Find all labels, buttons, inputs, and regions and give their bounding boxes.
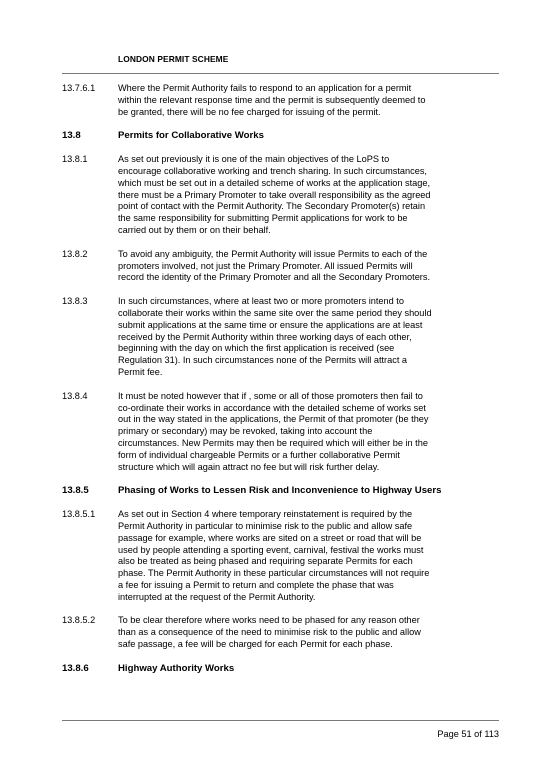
text-line: used by people attending a sporting event, carnival, festival the works must (118, 544, 424, 555)
numbered-paragraph (62, 83, 499, 118)
section-heading (62, 663, 499, 675)
text-line: To avoid any ambiguity, the Permit Authority will issue Permits to each of the (118, 248, 428, 259)
text-line: received by the Permit Authority within three working days of each other, (118, 331, 412, 342)
paragraph-text (118, 296, 499, 379)
text-line: As set out in Section 4 where temporary reinstatement is required by the (118, 509, 413, 520)
heading-text (118, 130, 499, 142)
paragraph-number: 13.8.5.2 (62, 615, 96, 626)
heading-text (118, 485, 499, 497)
paragraph-text (118, 615, 499, 650)
paragraph-number: 13.8.1 (62, 154, 88, 165)
text-line: collaborate their works within the same site over the same period they should (118, 307, 432, 318)
header-divider (62, 73, 499, 74)
text-line: Phasing of Works to Lessen Risk and Inconvenience to Highway Users (118, 485, 442, 497)
paragraph-number: 13.8.5 (62, 485, 89, 497)
text-line: record the identity of the Primary Promoter and all the Secondary Promoters. (118, 272, 431, 283)
numbered-paragraph (62, 615, 499, 650)
text-line: Permit Authority in particular to minimise risk to the public and allow safe (118, 520, 413, 531)
text-line: Permits for Collaborative Works (118, 130, 264, 142)
text-line: primary or secondary) may be revoked, taking into account the (118, 426, 373, 437)
text-line: beginning with the day on which the first application is received (see (118, 343, 395, 354)
text-line: the same responsibility for submitting Permit applications for work to be (118, 213, 408, 224)
text-line: structure which will again attract no fee but will risk further delay. (118, 461, 380, 472)
text-line: circumstances. New Permits may then be required which will either be in the (118, 437, 428, 448)
running-header: LONDON PERMIT SCHEME (118, 54, 229, 64)
text-line: As set out previously it is one of the main objectives of the LoPS to (118, 154, 390, 165)
text-line: passage for example, where works are sited on a street or road that will be (118, 532, 422, 543)
text-line: co-ordinate their works in accordance with the detailed scheme of works set (118, 402, 426, 413)
text-line: form of individual chargeable Permits or a further collaborative Permit (118, 449, 400, 460)
text-line: than as a consequence of the need to minimise risk to the public and allow (118, 627, 421, 638)
text-line: carried out by them or on their behalf. (118, 224, 271, 235)
paragraph-text (118, 509, 499, 603)
section-heading (62, 130, 499, 142)
text-line: also be treated as being phased and requiring separate Permits for each (118, 556, 413, 567)
numbered-paragraph (62, 249, 499, 284)
page-number: Page 51 of 113 (437, 729, 499, 739)
paragraph-number: 13.8.3 (62, 296, 88, 307)
paragraph-text (118, 154, 499, 237)
text-line: promoters involved, not just the Primary Promoter. All issued Permits will (118, 260, 413, 271)
text-line: be granted, there will be no fee charged for issuing of the permit. (118, 106, 381, 117)
paragraph-number: 13.8.2 (62, 248, 88, 259)
numbered-paragraph (62, 154, 499, 237)
text-line: a fee for issuing a Permit to return and complete the phase that was (118, 579, 394, 590)
text-line: point of contact with the Permit Authority. The Secondary Promoter(s) retain (118, 201, 426, 212)
numbered-paragraph (62, 296, 499, 379)
text-line: Permit fee. (118, 366, 163, 377)
paragraph-number: 13.7.6.1 (62, 83, 96, 93)
text-line: safe passage, a fee will be charged for each Permit for each phase. (118, 639, 393, 650)
text-line: interrupted at the request of the Permit Authority. (118, 591, 316, 602)
numbered-paragraph (62, 509, 499, 603)
paragraph-number: 13.8.6 (62, 662, 89, 674)
text-line: Highway Authority Works (118, 662, 235, 674)
paragraph-text (118, 391, 499, 474)
text-line: To be clear therefore where works need to be phased for any reason other (118, 615, 420, 626)
text-line: within the relevant response time and the permit is subsequently deemed to (118, 94, 426, 105)
heading-text (118, 663, 499, 675)
text-line: Regulation 31). In such circumstances none of the Permits will attract a (118, 355, 408, 366)
document-body (62, 83, 499, 687)
footer-divider (62, 720, 499, 721)
text-line: It must be noted however that if , some or all of those promoters then fail to (118, 390, 423, 401)
text-line: phase. The Permit Authority in these particular circumstances will not require (118, 568, 430, 579)
paragraph-number: 13.8.4 (62, 390, 88, 401)
text-line: submit applications at the same time or ensure the applications are at least (118, 319, 423, 330)
paragraph-number: 13.8.5.1 (62, 509, 96, 520)
numbered-paragraph (62, 391, 499, 474)
paragraph-text (118, 249, 499, 284)
text-line: out in the way stated in the applications, the Permit of that promoter (be they (118, 414, 429, 425)
paragraph-number: 13.8 (62, 130, 81, 142)
text-line: which must be set out in a detailed scheme of works at the application stage, (118, 177, 431, 188)
text-line: In such circumstances, where at least two or more promoters intend to (118, 296, 404, 307)
paragraph-text (118, 83, 499, 118)
text-line: there must be a Primary Promoter to take overall responsibility as the agreed (118, 189, 431, 200)
text-line: encourage collaborative working and trench sharing. In such circumstances, (118, 165, 427, 176)
section-heading (62, 485, 499, 497)
text-line: Where the Permit Authority fails to respond to an application for a permit (118, 83, 412, 93)
